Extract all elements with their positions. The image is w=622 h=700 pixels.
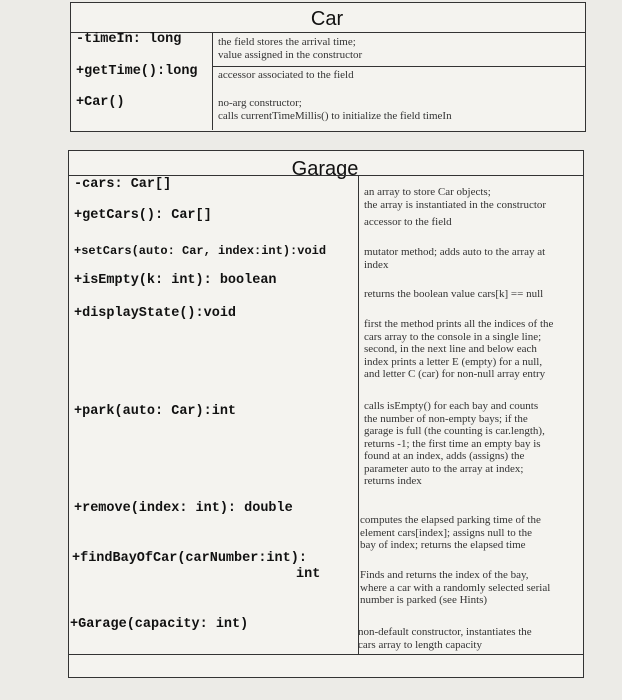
garage-class-title: Garage	[291, 158, 359, 180]
garage-constructor-desc: non-default constructor, instantiates the cars array to length capacity	[358, 626, 532, 651]
garage-column-divider	[358, 175, 359, 655]
garage-method-displaystate-desc: first the method prints all the indices of the cars array to the console in a single line; second, in the next line and below each index prints a letter E (empty) for a null, and letter C (car) for non-null array entry	[364, 318, 554, 380]
garage-method-setcars-desc: mutator method; adds auto to the array at index	[364, 246, 546, 271]
car-field-timein: -timeIn: long	[76, 32, 182, 47]
car-field-timein-desc: the field stores the arrival time; value assigned in the constructor	[218, 36, 363, 61]
garage-field-cars-desc: an array to store Car objects; the array is instantiated in the constructor	[364, 186, 547, 211]
garage-method-remove: +remove(index: int): double	[74, 501, 293, 516]
car-method-gettime: +getTime():long	[76, 64, 198, 79]
garage-method-isempty: +isEmpty(k: int): boolean	[74, 273, 277, 288]
car-class-title: Car	[310, 8, 344, 30]
garage-constructor: +Garage(capacity: int)	[70, 617, 249, 632]
garage-method-findbayofcar: +findBayOfCar(carNumber:int):	[72, 551, 307, 566]
garage-method-setcars: +setCars(auto: Car, index:int):void	[74, 244, 327, 258]
garage-method-getcars: +getCars(): Car[]	[74, 208, 212, 223]
car-constructor: +Car()	[76, 95, 125, 110]
garage-method-findbayofcar-desc: Finds and returns the index of the bay, where a car with a randomly selected serial number is parked (see Hints)	[360, 569, 551, 606]
garage-title-divider	[68, 175, 584, 176]
car-method-gettime-desc: accessor associated to the field	[218, 69, 354, 81]
garage-field-cars: -cars: Car[]	[74, 177, 172, 192]
garage-bottom-divider	[68, 654, 584, 655]
garage-method-isempty-desc: returns the boolean value cars[k] == null	[364, 288, 544, 300]
car-column-divider	[212, 32, 213, 130]
car-row-divider	[212, 66, 586, 67]
garage-method-park: +park(auto: Car):int	[74, 404, 237, 419]
garage-method-displaystate: +displayState():void	[74, 306, 237, 321]
garage-method-park-desc: calls isEmpty() for each bay and counts the number of non-empty bays; if the garage is full (the counting is car.length), returns -1; the first time an empty bay is found at an index, adds (assigns) the parameter auto to the array at index; returns index	[364, 400, 545, 487]
garage-method-findbayofcar-return: int	[296, 567, 321, 582]
garage-method-getcars-desc: accessor to the field	[364, 216, 452, 228]
car-constructor-desc: no-arg constructor; calls currentTimeMillis() to initialize the field timeIn	[218, 97, 452, 122]
garage-method-remove-desc: computes the elapsed parking time of the element cars[index]; assigns null to the bay of index; returns the elapsed time	[360, 514, 541, 551]
